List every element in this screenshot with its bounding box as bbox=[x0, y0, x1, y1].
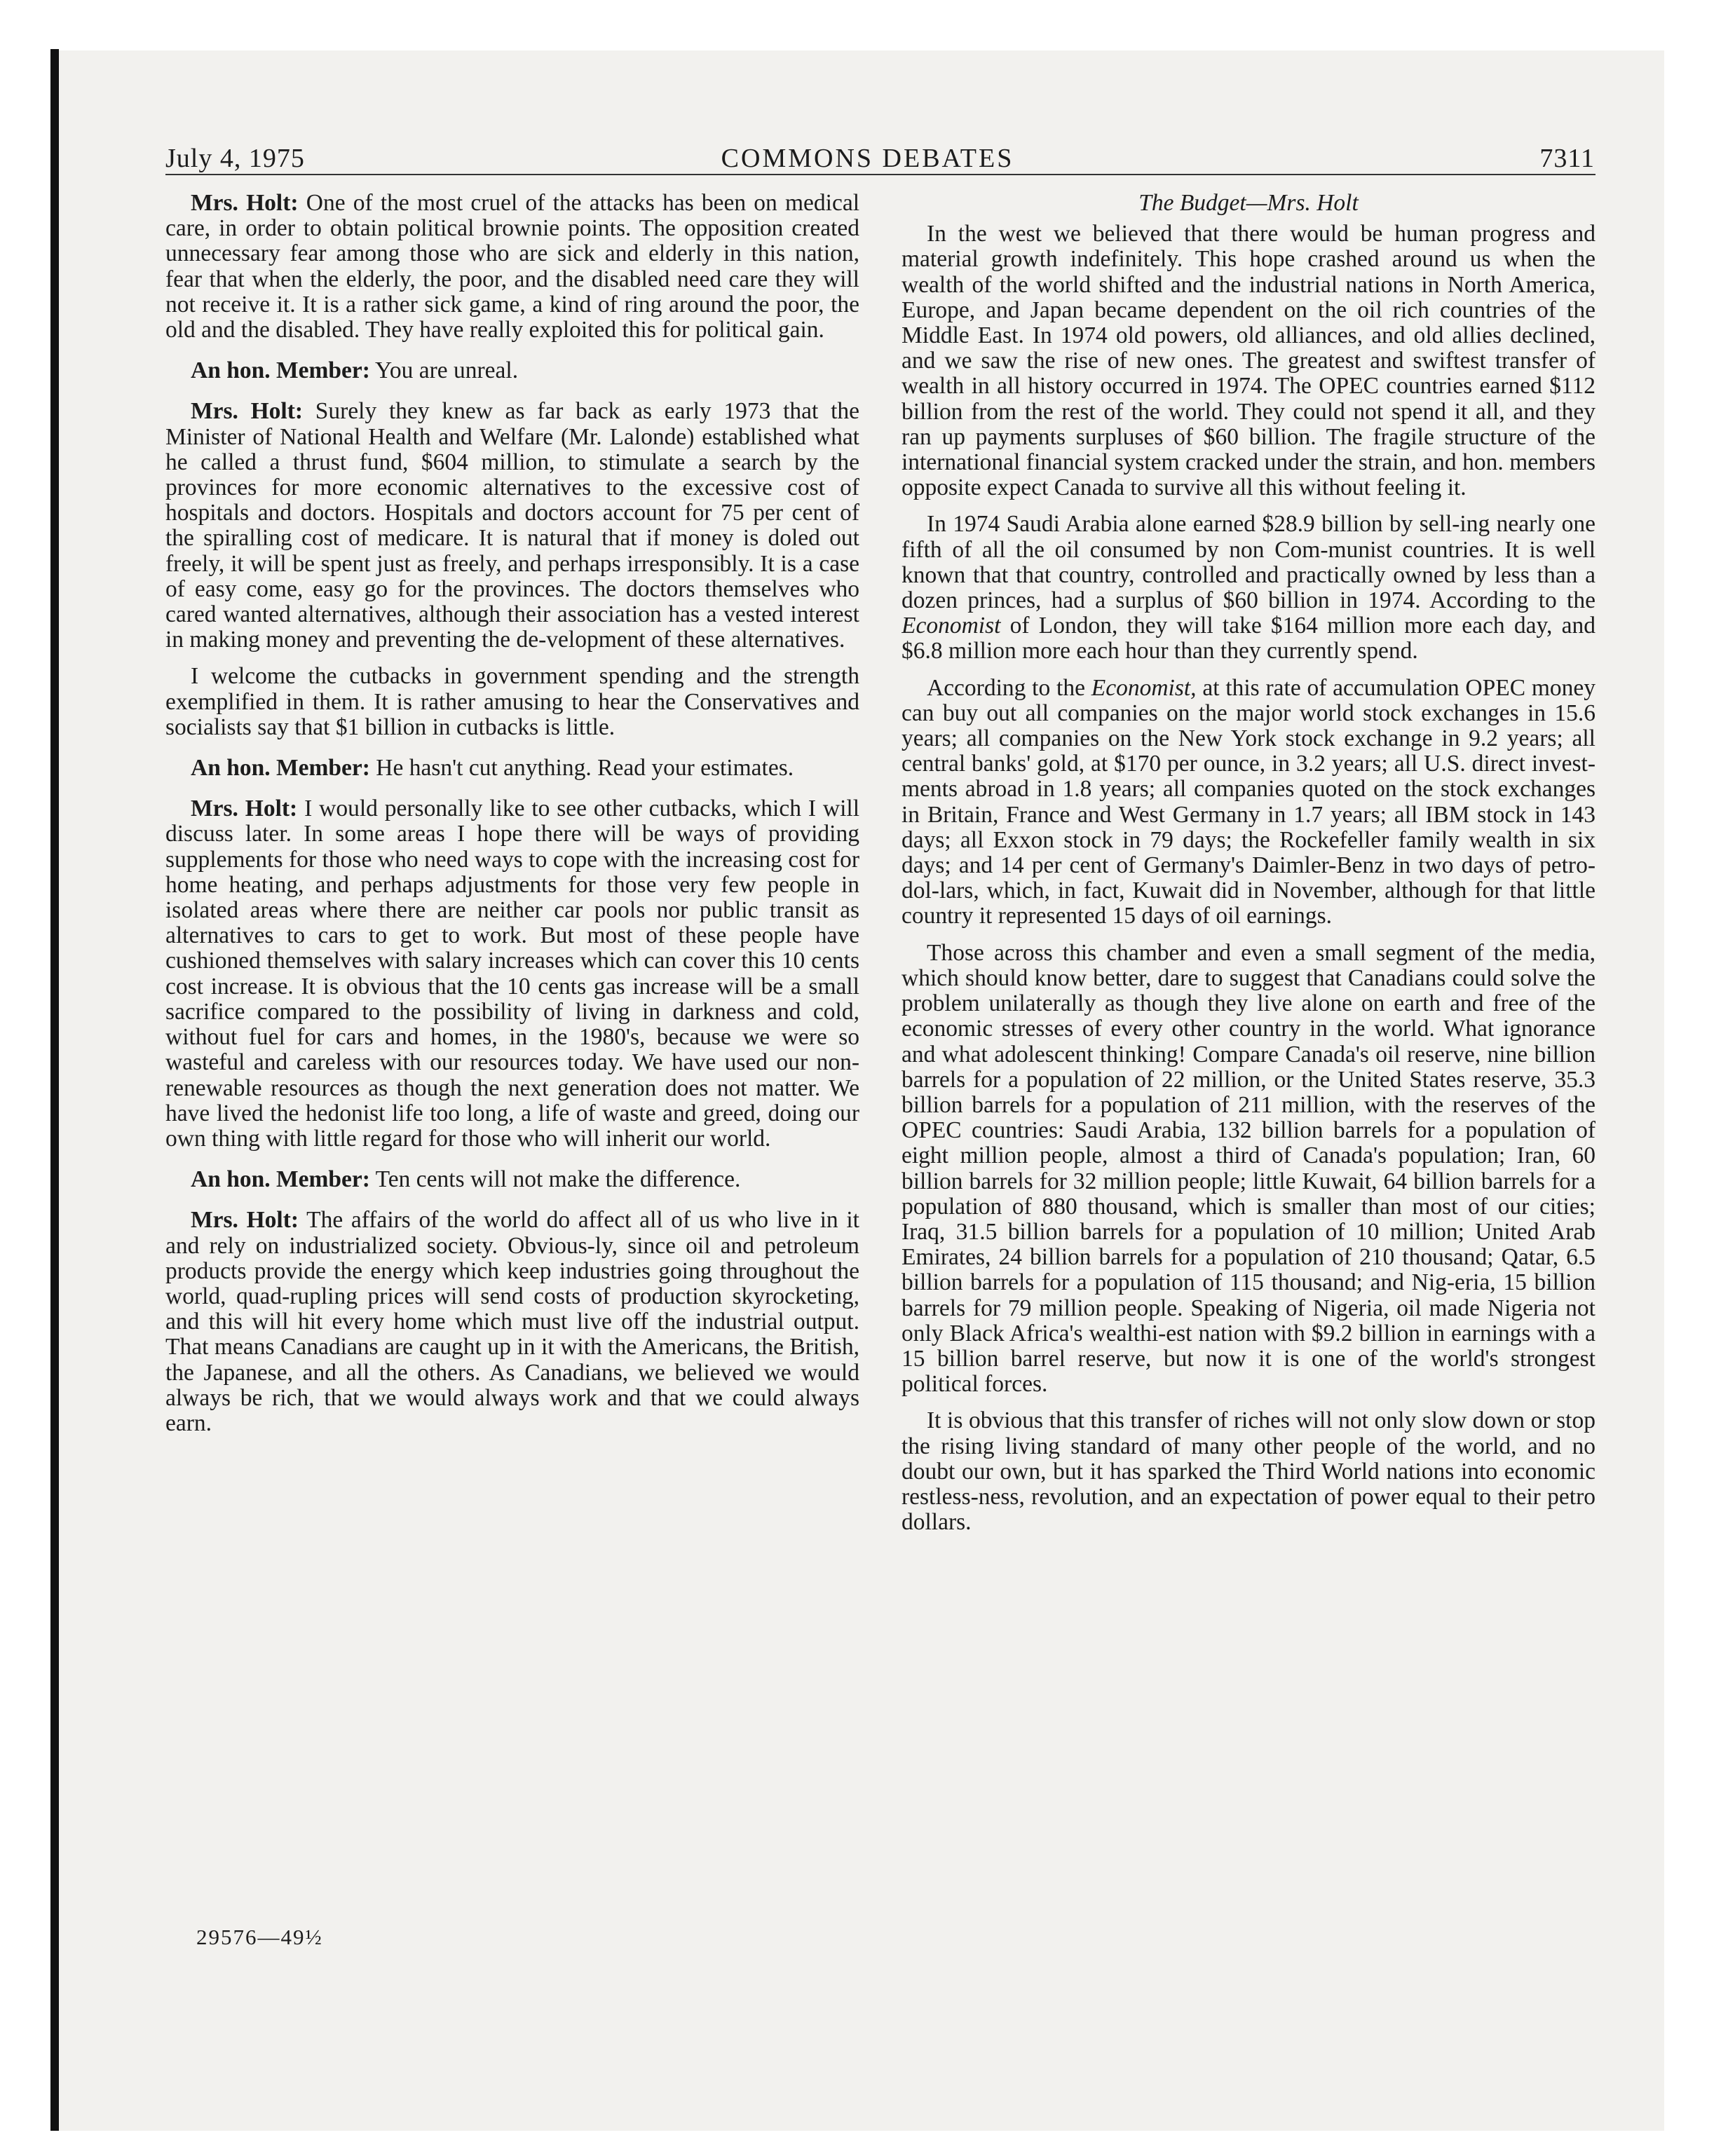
speaker-label: Mrs. Holt: bbox=[191, 398, 304, 425]
speech-text: of London, they will take $164 million more each day, and $6.8 million more each hour than they currently spend. bbox=[901, 613, 1595, 664]
speech-text: at this rate of accumulation OPEC money can buy out all companies on the major world stock exchanges in 15.6 years; all companies on the New York stock exchange in 9.2 years; all central banks' gold, at $170 per ounce, in 3.2 years; all U.S. direct invest-ments abroad in 1.8 years; all companies quoted on the stock exchanges in Britain, France and West Germany in 1.7 years; all IBM stock in 143 days; all Exxon stock in 79 days; the Rockefeller family wealth in six days; and 14 per cent of Germany's Daimler-Benz in two days of petro-dol-lars, which, in fact, Kuwait did in November, although for that little country it represented 15 days of oil earnings. bbox=[901, 674, 1595, 929]
right-column bbox=[901, 191, 1595, 1887]
paragraph bbox=[901, 1408, 1595, 1535]
publication-title: Economist bbox=[901, 613, 1001, 639]
paragraph bbox=[165, 358, 859, 383]
header-rule bbox=[165, 174, 1595, 175]
speech-text: In 1974 Saudi Arabia alone earned $28.9 billion by sell-ing nearly one fifth of all the oil consumed by non Com-munist countries. It is well known that that country, controlled and practically owned by less than a dozen princes, had a surplus of $60 billion in 1974. According to the bbox=[901, 511, 1595, 614]
speech-text: It is obvious that this transfer of riches will not only slow down or stop the rising living standard of many other people of the world, and no doubt our own, but it has sparked the Third World nations into economic restless-ness, revolution, and an expectation of power equal to their petro dollars. bbox=[901, 1407, 1595, 1536]
paragraph bbox=[901, 512, 1595, 664]
speaker-label: Mrs. Holt: bbox=[191, 191, 299, 216]
speech-text: Those across this chamber and even a small segment of the media, which should know better, dare to suggest that Canadians could solve the problem unilaterally as though they live alone on earth and free of the economic stresses of every other country in the world. What ignorance and what adolescent thinking! Compare Canada's oil reserve, nine billion barrels for a population of 22 million, or the United States reserve, 35.3 billion barrels for a population of 211 million, with the reserves of the OPEC countries: Saudi Arabia, 132 billion barrels for a population of eight million people, almost a third of Canada's population; Iran, 60 billion barrels for 32 million people; little Kuwait, 64 billion barrels for a population of 880 thousand, which is smaller than most of our cities; Iraq, 31.5 billion barrels for a population of 10 million; United Arab Emirates, 24 billion barrels for a population of 210 thousand; Qatar, 6.5 billion barrels for a population of 115 thousand; and Nig-eria, 15 billion barrels for 79 million people. Speaking of Nigeria, oil made Nigeria not only Black Africa's wealthi-est nation with $9.2 billion in earnings with a 15 billion barrel reserve, but now it is one of the world's strongest political forces. bbox=[901, 939, 1595, 1398]
speech-text: I would personally like to see other cutbacks, which I will discuss later. In some areas I hope there will be ways of providing supplements for those who need ways to cope with the increasing cost for home heating, and perhaps adjustments for those very few people in isolated areas where there are neither car pools nor public transit as alternatives to cars to get to work. But most of these people have cushioned themselves with salary increases which can cover this 10 cents cost increase. It is obvious that the 10 cents gas increase will be a small sacrifice compared to the possibility of living in darkness and cold, without fuel for cars and homes, in the 1980's, because we were so wasteful and careless with our resources today. We have used our non-renewable resources as though the next generation does not matter. We have lived the hedonist life too long, a life of waste and greed, doing our own thing with little regard for those who will inherit our world. bbox=[165, 796, 859, 1152]
header-page-number: 7311 bbox=[1539, 144, 1595, 173]
paragraph bbox=[165, 664, 859, 740]
header-title: COMMONS DEBATES bbox=[721, 144, 1014, 173]
paragraph bbox=[901, 941, 1595, 1398]
speaker-label: An hon. Member: bbox=[191, 357, 370, 384]
paragraph bbox=[901, 676, 1595, 929]
paragraph bbox=[165, 796, 859, 1152]
speaker-label: An hon. Member: bbox=[191, 755, 370, 782]
header-date: July 4, 1975 bbox=[165, 144, 305, 173]
speech-text: In the west we believed that there would be human progress and material growth indefinitely. This hope crashed around us when the wealth of the world shifted and the industrial nations in North America, Europe, and Japan became dependent on the oil rich countries of the Middle East. In 1974 old powers, old alliances, and old allies declined, and we saw the rise of new ones. The greatest and swiftest transfer of wealth in all history occurred in 1974. The OPEC countries earned $112 billion from the rest of the world. They could not spend it all, and they ran up payments surpluses of $60 billion. The fragile structure of the international financial system cracked under the strain, and hon. members opposite expect Canada to survive all this without feeling it. bbox=[901, 221, 1595, 501]
speech-text: You are unreal. bbox=[375, 357, 519, 384]
footer-printer-code: 29576—49½ bbox=[196, 1925, 323, 1949]
speaker-label: An hon. Member: bbox=[191, 1166, 370, 1193]
speech-text: Ten cents will not make the difference. bbox=[375, 1166, 741, 1193]
speech-text: One of the most cruel of the attacks has been on medical care, in order to obtain political brownie points. The opposition created unnecessary fear among those who are sick and elderly in this nation, fear that when the elderly, the poor, and the disabled need care they will not receive it. It is a rather sick game, a kind of ring around the poor, the old and the disabled. They have really exploited this for political gain. bbox=[165, 191, 859, 343]
left-column bbox=[165, 191, 859, 1887]
speaker-label: Mrs. Holt: bbox=[191, 1207, 299, 1234]
paragraph bbox=[165, 191, 859, 343]
paragraph bbox=[165, 756, 859, 781]
speech-text: According to the bbox=[927, 674, 1085, 701]
speech-text: He hasn't cut anything. Read your estimates. bbox=[376, 755, 794, 782]
paragraph bbox=[165, 399, 859, 653]
speech-text: I welcome the cutbacks in government spending and the strength exemplified in them. It is rather amusing to hear the Conservatives and socialists say that $1 billion in cutbacks is little. bbox=[165, 663, 859, 740]
scan-edge bbox=[50, 49, 59, 2131]
running-head: The Budget—Mrs. Holt bbox=[1138, 191, 1359, 216]
publication-title: Economist, bbox=[1091, 674, 1197, 701]
speech-text: Surely they knew as far back as early 1973 that the Minister of National Health and Welfare (Mr. Lalonde) established what he called a thrust fund, $604 million, to stimulate a search by the provinces for more economic alternatives to the excessive cost of hospitals and doctors. Hospitals and doctors account for 75 per cent of the spiralling cost of medicare. It is natural that if money is doled out freely, it will be spent just as freely, and perhaps irresponsibly. It is a case of easy come, easy go for the provinces. The doctors themselves who cared wanted alternatives, although their association has a vested interest in making money and preventing the de-velopment of these alternatives. bbox=[165, 398, 859, 653]
paragraph bbox=[165, 1167, 859, 1192]
paragraph bbox=[901, 221, 1595, 500]
speech-text: The affairs of the world do affect all of us who live in it and rely on industrialized society. Obvious-ly, since oil and petroleum products provide the energy which keep industries going throughout the world, quad-rupling prices will send costs of production skyrocketing, and this will hit every home which must live off the industrial output. That means Canadians are caught up in it with the Americans, the British, the Japanese, and all the others. As Canadians, we believed we would always be rich, that we would always work and that we could always earn. bbox=[165, 1207, 859, 1436]
speaker-label: Mrs. Holt: bbox=[191, 796, 298, 822]
paragraph bbox=[165, 1208, 859, 1436]
